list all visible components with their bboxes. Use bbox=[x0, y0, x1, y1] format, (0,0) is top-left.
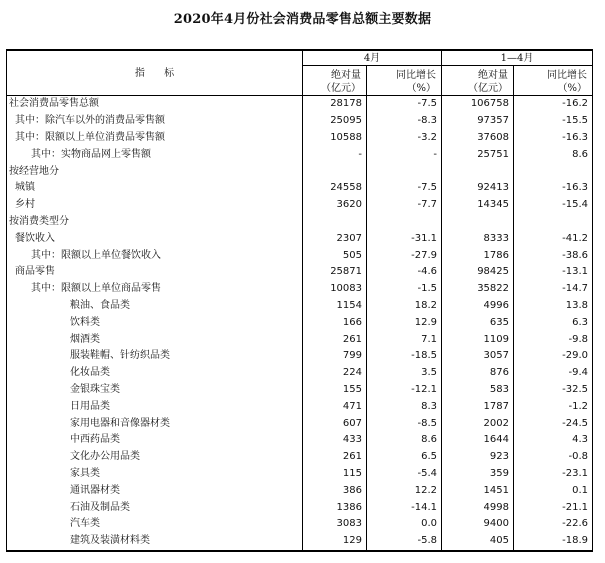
ytd-growth-cell: -22.6 bbox=[514, 516, 593, 533]
ytd-growth-cell bbox=[514, 163, 593, 180]
table-row bbox=[7, 499, 593, 516]
ytd-growth-cell: -9.4 bbox=[514, 365, 593, 382]
ytd-absolute-cell: 106758 bbox=[442, 96, 514, 113]
april-growth-cell: 18.2 bbox=[367, 298, 442, 315]
row-label: 其中：限额以上单位商品零售 bbox=[7, 281, 303, 298]
ytd-growth-cell: -16.3 bbox=[514, 130, 593, 147]
row-label: 按经营地分 bbox=[7, 163, 303, 180]
row-label: 汽车类 bbox=[7, 516, 303, 533]
retail-data-table bbox=[6, 49, 593, 552]
ytd-absolute-cell: 1451 bbox=[442, 482, 514, 499]
ytd-absolute-cell: 3057 bbox=[442, 348, 514, 365]
april-growth-cell: -14.1 bbox=[367, 499, 442, 516]
ytd-growth-cell: -18.9 bbox=[514, 533, 593, 551]
april-growth-cell: 8.6 bbox=[367, 432, 442, 449]
ytd-absolute-cell: 635 bbox=[442, 314, 514, 331]
ytd-absolute-cell: 8333 bbox=[442, 230, 514, 247]
april-group-header: 4月 bbox=[303, 50, 442, 66]
table-row bbox=[7, 146, 593, 163]
ytd-absolute-cell: 9400 bbox=[442, 516, 514, 533]
ytd-growth-cell: -9.8 bbox=[514, 331, 593, 348]
ytd-absolute-cell: 92413 bbox=[442, 180, 514, 197]
ytd-growth-cell: -14.7 bbox=[514, 281, 593, 298]
row-label: 文化办公用品类 bbox=[7, 449, 303, 466]
april-absolute-header: 绝对量 （亿元） bbox=[303, 66, 367, 96]
table-row bbox=[7, 163, 593, 180]
ytd-absolute-cell: 2002 bbox=[442, 415, 514, 432]
table-row bbox=[7, 130, 593, 147]
ytd-absolute-cell: 4998 bbox=[442, 499, 514, 516]
april-absolute-cell: 3620 bbox=[303, 197, 367, 214]
ytd-absolute-cell: 359 bbox=[442, 466, 514, 483]
table-row bbox=[7, 230, 593, 247]
row-label: 社会消费品零售总额 bbox=[7, 96, 303, 113]
ytd-absolute-cell bbox=[442, 214, 514, 231]
ytd-growth-cell: -29.0 bbox=[514, 348, 593, 365]
april-absolute-cell: 115 bbox=[303, 466, 367, 483]
april-growth-cell: -27.9 bbox=[367, 247, 442, 264]
table-row bbox=[7, 449, 593, 466]
april-absolute-cell: 155 bbox=[303, 382, 367, 399]
april-absolute-cell: 505 bbox=[303, 247, 367, 264]
row-label: 通讯器材类 bbox=[7, 482, 303, 499]
april-growth-cell bbox=[367, 163, 442, 180]
ytd-growth-cell: -21.1 bbox=[514, 499, 593, 516]
april-absolute-cell: 261 bbox=[303, 449, 367, 466]
ytd-absolute-cell: 98425 bbox=[442, 264, 514, 281]
indicator-header: 指 标 bbox=[7, 50, 303, 96]
april-growth-cell: 12.9 bbox=[367, 314, 442, 331]
row-label: 商品零售 bbox=[7, 264, 303, 281]
table-row bbox=[7, 180, 593, 197]
row-label: 日用品类 bbox=[7, 398, 303, 415]
table-row bbox=[7, 432, 593, 449]
april-absolute-cell: 129 bbox=[303, 533, 367, 551]
april-growth-cell: -8.5 bbox=[367, 415, 442, 432]
table-header bbox=[7, 50, 593, 96]
ytd-absolute-cell: 876 bbox=[442, 365, 514, 382]
ytd-growth-cell: -38.6 bbox=[514, 247, 593, 264]
row-label: 中西药品类 bbox=[7, 432, 303, 449]
april-growth-cell: -4.6 bbox=[367, 264, 442, 281]
april-growth-cell bbox=[367, 214, 442, 231]
row-label: 其中：限额以上单位消费品零售额 bbox=[7, 130, 303, 147]
ytd-growth-cell: 4.3 bbox=[514, 432, 593, 449]
ytd-growth-cell: 6.3 bbox=[514, 314, 593, 331]
row-label: 其中：限额以上单位餐饮收入 bbox=[7, 247, 303, 264]
table-row bbox=[7, 113, 593, 130]
april-absolute-cell: 607 bbox=[303, 415, 367, 432]
row-label: 家具类 bbox=[7, 466, 303, 483]
ytd-growth-cell: -32.5 bbox=[514, 382, 593, 399]
table-row bbox=[7, 382, 593, 399]
ytd-growth-cell bbox=[514, 214, 593, 231]
ytd-absolute-cell: 97357 bbox=[442, 113, 514, 130]
april-growth-cell: -5.4 bbox=[367, 466, 442, 483]
ytd-absolute-cell: 1787 bbox=[442, 398, 514, 415]
ytd-absolute-cell: 1109 bbox=[442, 331, 514, 348]
april-absolute-cell bbox=[303, 214, 367, 231]
row-label: 粮油、食品类 bbox=[7, 298, 303, 315]
april-growth-cell: - bbox=[367, 146, 442, 163]
april-absolute-cell: 2307 bbox=[303, 230, 367, 247]
table-row bbox=[7, 466, 593, 483]
row-label: 餐饮收入 bbox=[7, 230, 303, 247]
table-row bbox=[7, 214, 593, 231]
april-growth-cell: 6.5 bbox=[367, 449, 442, 466]
ytd-growth-cell: -15.5 bbox=[514, 113, 593, 130]
ytd-growth-cell: -23.1 bbox=[514, 466, 593, 483]
april-absolute-cell: 3083 bbox=[303, 516, 367, 533]
ytd-absolute-cell: 1786 bbox=[442, 247, 514, 264]
row-label: 烟酒类 bbox=[7, 331, 303, 348]
ytd-growth-cell: 13.8 bbox=[514, 298, 593, 315]
page-title: 2020年4月份社会消费品零售总额主要数据 bbox=[173, 12, 432, 27]
table-row bbox=[7, 281, 593, 298]
table-row bbox=[7, 348, 593, 365]
table-row bbox=[7, 96, 593, 113]
table-row bbox=[7, 197, 593, 214]
april-growth-cell: 3.5 bbox=[367, 365, 442, 382]
row-label: 家用电器和音像器材类 bbox=[7, 415, 303, 432]
ytd-growth-cell: -16.2 bbox=[514, 96, 593, 113]
april-growth-cell: -7.5 bbox=[367, 180, 442, 197]
table-row bbox=[7, 247, 593, 264]
ytd-growth-cell: -16.3 bbox=[514, 180, 593, 197]
april-absolute-cell: 433 bbox=[303, 432, 367, 449]
ytd-absolute-cell: 37608 bbox=[442, 130, 514, 147]
april-absolute-cell: 25871 bbox=[303, 264, 367, 281]
april-absolute-cell: 386 bbox=[303, 482, 367, 499]
april-absolute-cell: 224 bbox=[303, 365, 367, 382]
april-growth-header: 同比增长 （%） bbox=[367, 66, 442, 96]
april-growth-cell: 8.3 bbox=[367, 398, 442, 415]
ytd-absolute-cell: 405 bbox=[442, 533, 514, 551]
april-growth-cell: -3.2 bbox=[367, 130, 442, 147]
row-label: 金银珠宝类 bbox=[7, 382, 303, 399]
ytd-absolute-cell: 35822 bbox=[442, 281, 514, 298]
table-row bbox=[7, 482, 593, 499]
april-growth-cell: -31.1 bbox=[367, 230, 442, 247]
ytd-growth-cell: -41.2 bbox=[514, 230, 593, 247]
ytd-absolute-cell: 583 bbox=[442, 382, 514, 399]
ytd-growth-cell: -13.1 bbox=[514, 264, 593, 281]
april-absolute-cell: 1386 bbox=[303, 499, 367, 516]
april-absolute-cell bbox=[303, 163, 367, 180]
ytd-absolute-header: 绝对量 （亿元） bbox=[442, 66, 514, 96]
april-absolute-cell: 10083 bbox=[303, 281, 367, 298]
ytd-absolute-cell: 1644 bbox=[442, 432, 514, 449]
april-absolute-cell: 471 bbox=[303, 398, 367, 415]
april-growth-cell: -18.5 bbox=[367, 348, 442, 365]
april-growth-cell: -7.7 bbox=[367, 197, 442, 214]
april-absolute-cell: 799 bbox=[303, 348, 367, 365]
row-label: 其中：实物商品网上零售额 bbox=[7, 146, 303, 163]
table-row bbox=[7, 298, 593, 315]
ytd-growth-cell: -15.4 bbox=[514, 197, 593, 214]
ytd-absolute-cell: 923 bbox=[442, 449, 514, 466]
april-growth-cell: -7.5 bbox=[367, 96, 442, 113]
april-growth-cell: -5.8 bbox=[367, 533, 442, 551]
ytd-growth-cell: -24.5 bbox=[514, 415, 593, 432]
row-label: 乡村 bbox=[7, 197, 303, 214]
ytd-growth-cell: 0.1 bbox=[514, 482, 593, 499]
row-label: 服装鞋帽、针纺织品类 bbox=[7, 348, 303, 365]
table-row bbox=[7, 331, 593, 348]
april-absolute-cell: 24558 bbox=[303, 180, 367, 197]
row-label: 石油及制品类 bbox=[7, 499, 303, 516]
april-absolute-cell: - bbox=[303, 146, 367, 163]
table-row bbox=[7, 314, 593, 331]
jan-apr-group-header: 1—4月 bbox=[442, 50, 593, 66]
table-row bbox=[7, 365, 593, 382]
row-label: 城镇 bbox=[7, 180, 303, 197]
ytd-absolute-cell: 25751 bbox=[442, 146, 514, 163]
ytd-growth-cell: -1.2 bbox=[514, 398, 593, 415]
april-absolute-cell: 261 bbox=[303, 331, 367, 348]
table-row bbox=[7, 533, 593, 551]
ytd-growth-cell: 8.6 bbox=[514, 146, 593, 163]
april-growth-cell: -1.5 bbox=[367, 281, 442, 298]
april-growth-cell: -12.1 bbox=[367, 382, 442, 399]
row-label: 化妆品类 bbox=[7, 365, 303, 382]
april-absolute-cell: 28178 bbox=[303, 96, 367, 113]
ytd-growth-header: 同比增长 （%） bbox=[514, 66, 593, 96]
row-label: 其中：除汽车以外的消费品零售额 bbox=[7, 113, 303, 130]
ytd-absolute-cell: 14345 bbox=[442, 197, 514, 214]
ytd-absolute-cell bbox=[442, 163, 514, 180]
april-absolute-cell: 1154 bbox=[303, 298, 367, 315]
ytd-absolute-cell: 4996 bbox=[442, 298, 514, 315]
row-label: 按消费类型分 bbox=[7, 214, 303, 231]
april-growth-cell: 12.2 bbox=[367, 482, 442, 499]
table-row bbox=[7, 264, 593, 281]
april-growth-cell: 0.0 bbox=[367, 516, 442, 533]
april-absolute-cell: 10588 bbox=[303, 130, 367, 147]
april-growth-cell: -8.3 bbox=[367, 113, 442, 130]
ytd-growth-cell: -0.8 bbox=[514, 449, 593, 466]
row-label: 饮料类 bbox=[7, 314, 303, 331]
table-row bbox=[7, 516, 593, 533]
april-growth-cell: 7.1 bbox=[367, 331, 442, 348]
table-row bbox=[7, 415, 593, 432]
table-row bbox=[7, 398, 593, 415]
row-label: 建筑及装潢材料类 bbox=[7, 533, 303, 551]
april-absolute-cell: 25095 bbox=[303, 113, 367, 130]
table-body bbox=[7, 96, 593, 551]
april-absolute-cell: 166 bbox=[303, 314, 367, 331]
